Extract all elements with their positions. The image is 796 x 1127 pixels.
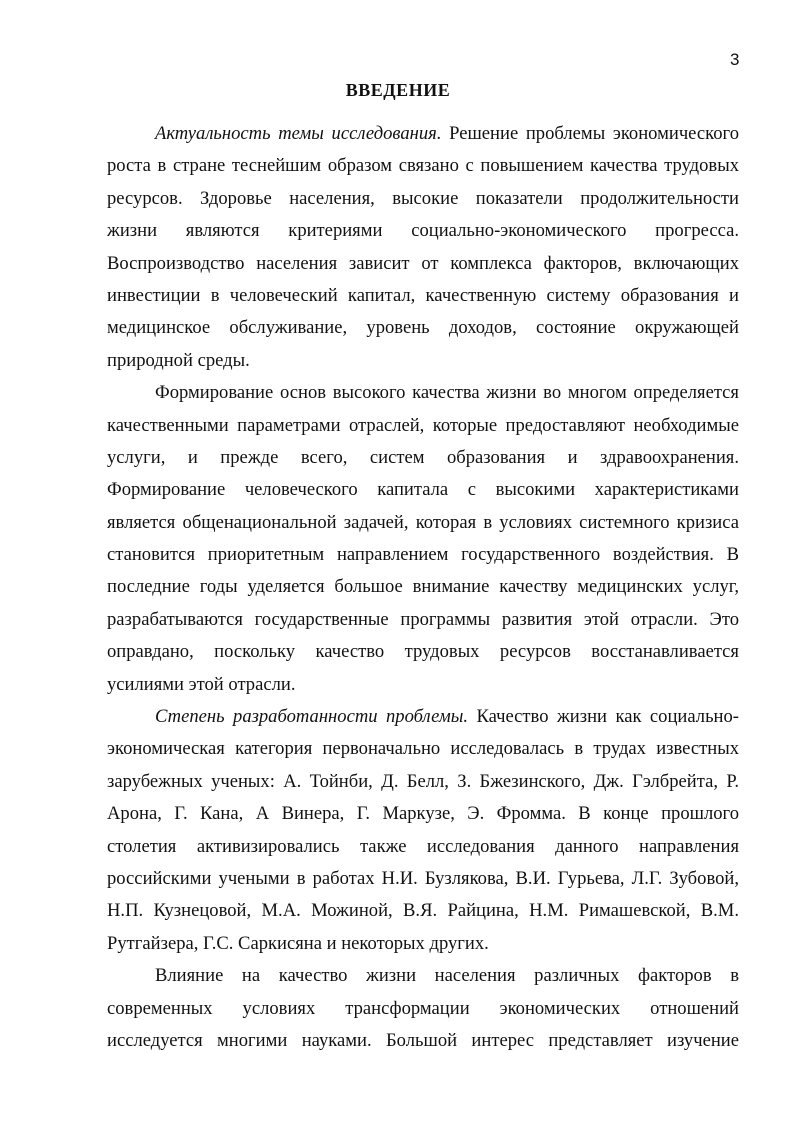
paragraph-4-line-1: Влияние на качество жизни населения различных факторов в [155,965,739,987]
paragraph-2-line-8: разрабатываются государственные программы развития этой отрасли. Это [107,608,739,630]
paragraph-1-line-4: жизни являются критериями социально-экономического прогресса. [107,220,739,242]
paragraph-3-line-2: экономическая категория первоначально исследовалась в трудах известных [107,738,739,760]
paragraph-2-line-2: качественными параметрами отраслей, которые предоставляют необходимые [107,414,739,436]
paragraph-3-line-5: столетия активизировались также исследования данного направления [107,835,739,857]
paragraph-1-line-8: природной среды. [107,349,250,371]
paragraph-3-line-3: зарубежных ученых: А. Тойнби, Д. Белл, З. Бжезинского, Дж. Гэлбрейта, Р. [107,770,739,792]
paragraph-3-text: Качество жизни как социально- [468,706,739,728]
paragraph-1-line-2: роста в стране теснейшим образом связано с повышением качества трудовых [107,155,739,177]
paragraph-4-line-2: современных условиях трансформации экономических отношений [107,997,739,1019]
paragraph-3-line-6: российскими учеными в работах Н.И. Бузлякова, В.И. Гурьева, Л.Г. Зубовой, [107,867,739,889]
paragraph-3-line-8: Рутгайзера, Г.С. Саркисяна и некоторых других. [107,932,489,954]
paragraph-3-lead: Степень разработанности проблемы. [155,706,468,728]
paragraph-3-line-7: Н.П. Кузнецовой, М.А. Можиной, В.Я. Райцина, Н.М. Римашевской, В.М. [107,900,739,922]
paragraph-1-line-3: ресурсов. Здоровье населения, высокие показатели продолжительности [107,187,739,209]
paragraph-1-text: Решение проблемы экономического [441,123,739,144]
paragraph-2-line-5: является общенациональной задачей, которая в условиях системного кризиса [107,511,739,533]
body-text [107,118,739,1057]
paragraph-2-line-3: услуги, и прежде всего, систем образования и здравоохранения. [107,446,739,468]
paragraph-2-line-1: Формирование основ высокого качества жизни во многом определяется [155,382,739,404]
paragraph-2-line-6: становится приоритетным направлением государственного воздействия. В [107,544,739,566]
paragraph-2-line-10: усилиями этой отрасли. [107,673,296,695]
paragraph-4-line-3: исследуется многими науками. Большой интерес представляет изучение [107,1029,739,1051]
paragraph-1-line-5: Воспроизводство населения зависит от комплекса факторов, включающих [107,252,739,274]
paragraph-1-line-6: инвестиции в человеческий капитал, качественную систему образования и [107,284,739,306]
paragraph-2-line-9: оправдано, поскольку качество трудовых ресурсов восстанавливается [107,641,739,663]
paragraph-3-line-1 [107,701,739,733]
page-number: 3 [730,50,740,69]
paragraph-2-line-4: Формирование человеческого капитала с высокими характеристиками [107,479,739,501]
paragraph-2-line-7: последние годы уделяется большое внимание качеству медицинских услуг, [107,576,739,598]
paragraph-3-line-4: Арона, Г. Кана, А Винера, Г. Маркузе, Э. Фромма. В конце прошлого [107,803,739,825]
paragraph-1-lead: Актуальность темы исследования. [155,123,442,144]
paragraph-1-line-7: медицинское обслуживание, уровень доходов, состояние окружающей [107,317,739,339]
paragraph-1-line-1 [107,118,739,150]
section-title: ВВЕДЕНИЕ [345,80,451,100]
